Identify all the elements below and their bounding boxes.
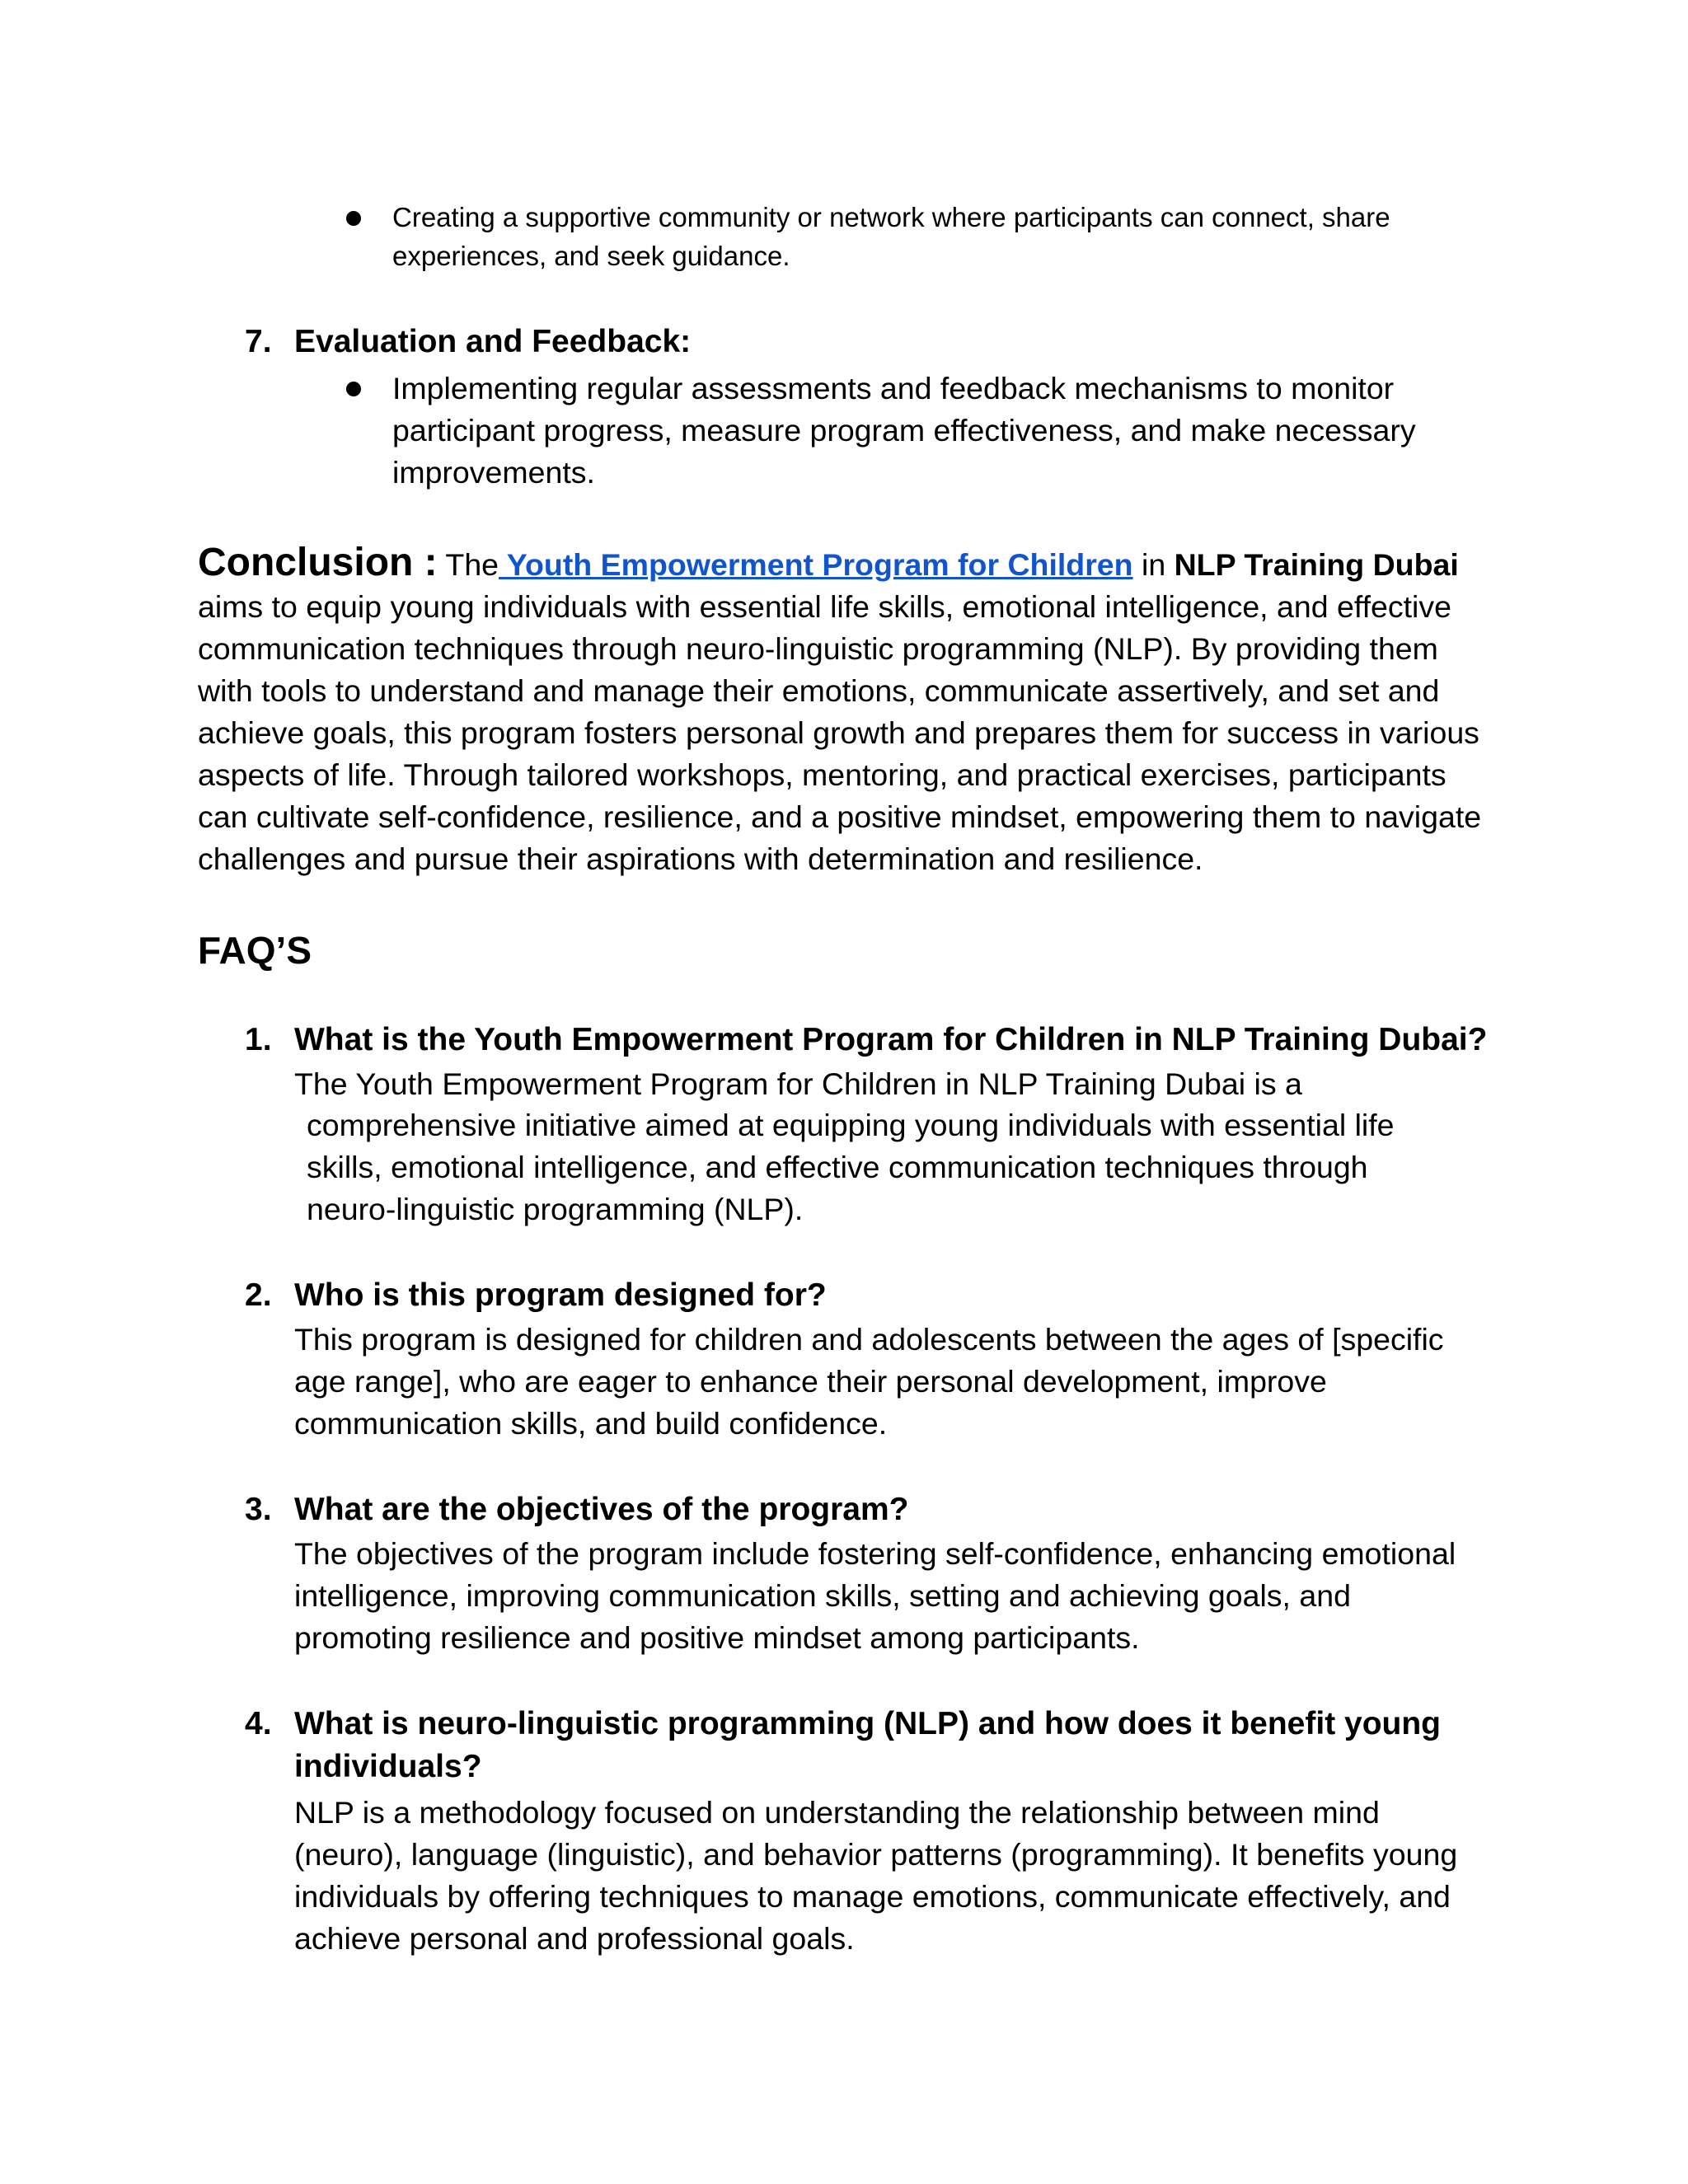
top-bullet-text: Creating a supportive community or network where participants can connect, share experiences, and seek guidance.: [392, 202, 1390, 271]
faq-1-number: 1.: [245, 1022, 272, 1057]
nlp-training-dubai-bold: NLP Training Dubai: [1174, 547, 1459, 582]
faq-4-answer: NLP is a methodology focused on understanding the relationship between mind (neuro), language (linguistic), and behavior patterns (programming). It benefits young individuals by offering techniques to manage emotions, communicate effectively, and achieve personal and professional goals.: [294, 1795, 1458, 1956]
bullet-icon: [346, 211, 361, 226]
faq-3-answer: The objectives of the program include fostering self-confidence, enhancing emotional intelligence, improving communication skills, setting and achieving goals, and promoting resilience and positive mindset among participants.: [294, 1536, 1456, 1655]
faq-2-question: Who is this program designed for?: [294, 1277, 827, 1313]
section-7-title: Evaluation and Feedback:: [294, 324, 692, 359]
conclusion-in: in: [1132, 547, 1175, 582]
conclusion-prefix: The: [445, 547, 499, 582]
section-7-bullet-text: Implementing regular assessments and feedback mechanisms to monitor participant progress, measure program effectiveness, and make necessary improvements.: [392, 371, 1416, 490]
youth-empowerment-program-link[interactable]: Youth Empowerment Program for Children: [499, 547, 1133, 582]
faq-2-answer: This program is designed for children and adolescents between the ages of [specific age range], who are eager to enhance their personal development, improve communication skills, and build confidence.: [294, 1322, 1444, 1441]
faq-3-question: What are the objectives of the program?: [294, 1492, 909, 1527]
conclusion-paragraph: [198, 541, 1484, 880]
faq-4-question: What is neuro-linguistic programming (NLP) and how does it benefit young individuals?: [294, 1706, 1441, 1784]
conclusion-label: Conclusion :: [198, 541, 438, 584]
faq-1-question: What is the Youth Empowerment Program for Children in NLP Training Dubai?: [294, 1022, 1488, 1057]
faq-1-answer-first-line: The Youth Empowerment Program for Children in NLP Training Dubai is a: [294, 1066, 1302, 1101]
faq-4-number: 4.: [245, 1706, 272, 1741]
faq-2-number: 2.: [245, 1277, 272, 1313]
faq-3-number: 3.: [245, 1492, 272, 1527]
section-7-number: 7.: [245, 324, 272, 359]
faq-heading: FAQ’S: [198, 929, 312, 972]
conclusion-body: aims to equip young individuals with essential life skills, emotional intelligence, and effective communication techniques through neuro-linguistic programming (NLP). By providing them with tools to understand and manage their emotions, communicate assertively, and set and achieve goals, this program fosters personal growth and prepares them for success in various aspects of life. Through tailored workshops, mentoring, and practical exercises, participants can cultivate self-confidence, resilience, and a positive mindset, empowering them to navigate challenges and pursue their aspirations with determination and resilience.: [198, 589, 1482, 876]
faq-1-answer-rest: comprehensive initiative aimed at equipping young individuals with essential life skills, emotional intelligence, and effective communication techniques through neuro-linguistic programming (NLP).: [307, 1108, 1395, 1226]
bullet-icon: [346, 382, 361, 396]
